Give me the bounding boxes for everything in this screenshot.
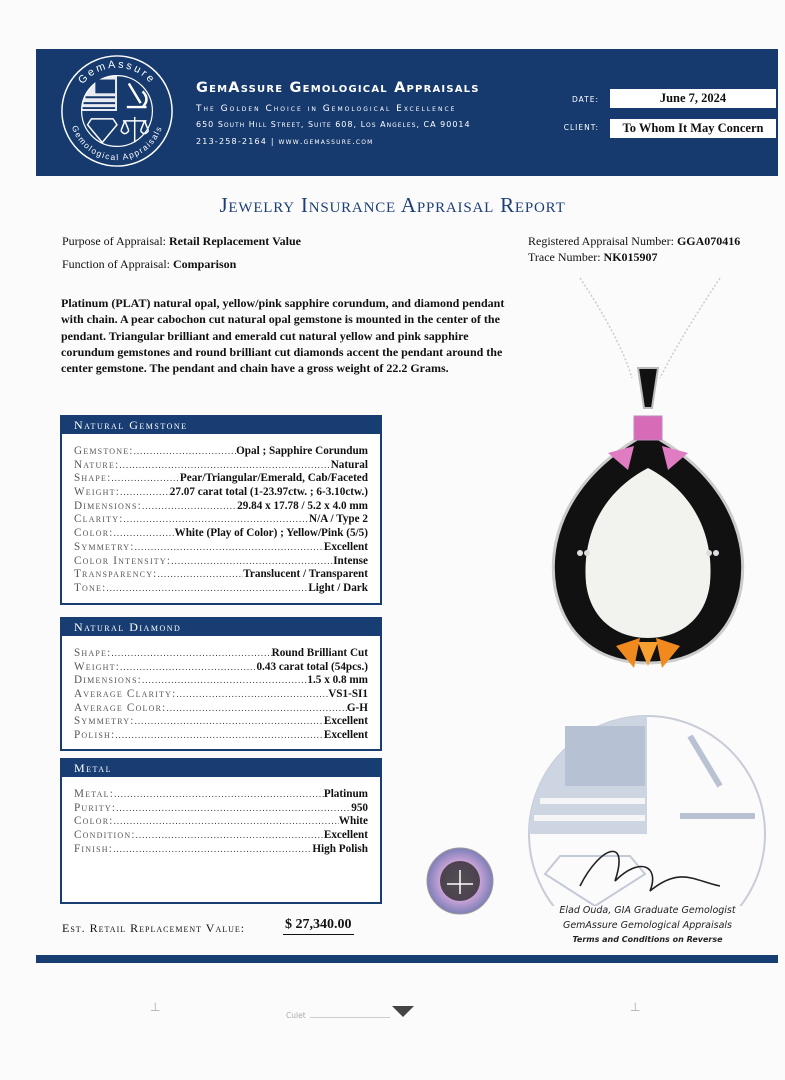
spec-row xyxy=(62,527,380,541)
spec-row xyxy=(62,829,380,843)
dot-leader xyxy=(176,688,328,702)
spec-row xyxy=(62,815,380,829)
dot-leader xyxy=(114,815,339,829)
spec-row xyxy=(62,715,380,729)
natural-gemstone-panel xyxy=(60,415,382,605)
spec-value: Excellent xyxy=(323,829,368,842)
metal-rows xyxy=(62,777,380,856)
estimate-value: $ 27,340.00 xyxy=(283,917,354,935)
spec-key: Weight: xyxy=(74,660,121,673)
spec-value: Natural xyxy=(330,458,368,471)
spec-key: Tone: xyxy=(74,581,107,594)
spec-row xyxy=(62,702,380,716)
spec-row xyxy=(62,647,380,661)
spec-value: Excellent xyxy=(323,540,368,553)
spec-row xyxy=(62,661,380,675)
culet-label: Culet xyxy=(286,1011,306,1020)
natural-gemstone-title: Natural Gemstone xyxy=(62,417,380,434)
spec-key: Purity: xyxy=(74,801,117,814)
spec-key: Color: xyxy=(74,527,114,540)
spec-key: Color Intensity: xyxy=(74,554,172,567)
spec-key: Condition: xyxy=(74,829,136,842)
spec-value: Platinum xyxy=(323,788,368,800)
dot-leader xyxy=(111,647,271,661)
spec-row xyxy=(62,729,380,743)
culet-line xyxy=(310,1017,390,1018)
footer-bar xyxy=(36,955,778,963)
spec-key: Weight: xyxy=(74,486,121,499)
dot-leader xyxy=(135,541,324,555)
spec-row xyxy=(62,582,380,596)
header-banner xyxy=(36,49,778,176)
purpose-value: Retail Replacement Value xyxy=(169,234,301,248)
company-tagline: The Golden Choice in Gemological Excellence xyxy=(196,104,457,114)
spec-value: 29.84 x 17.78 / 5.2 x 4.0 mm xyxy=(237,499,368,512)
dot-leader xyxy=(158,568,244,582)
spec-row xyxy=(62,555,380,569)
spec-key: Shape: xyxy=(74,647,112,659)
spec-value: Light / Dark xyxy=(308,581,368,594)
spec-value: 0.43 carat total (54pcs.) xyxy=(256,660,368,673)
dot-leader xyxy=(166,702,346,716)
estimate-label: Est. Retail Replacement Value: xyxy=(62,921,246,935)
spec-row xyxy=(62,472,380,486)
spec-value: White (Play of Color) ; Yellow/Pink (5/5) xyxy=(174,527,368,540)
spec-value: Intense xyxy=(333,554,368,567)
function-value: Comparison xyxy=(173,257,237,271)
function-of-appraisal xyxy=(62,257,236,272)
date-label: DATE: xyxy=(571,95,599,104)
spec-key: Color: xyxy=(74,815,114,828)
registered-appraisal-number xyxy=(528,234,740,249)
spec-row xyxy=(62,541,380,555)
spec-value: G-H xyxy=(346,701,368,714)
spec-value: 950 xyxy=(351,801,368,814)
spec-row xyxy=(62,788,380,802)
natural-diamond-rows xyxy=(62,636,380,743)
metal-title: Metal xyxy=(62,760,380,777)
reg-value: GGA070416 xyxy=(676,234,741,248)
trace-number xyxy=(528,250,658,265)
crop-mark-right: ⊥ xyxy=(630,1000,641,1014)
dot-leader xyxy=(120,661,256,675)
purpose-label: Purpose of Appraisal: xyxy=(62,234,166,248)
spec-key: Transparency: xyxy=(74,568,158,581)
dot-leader xyxy=(124,513,310,527)
spec-row xyxy=(62,843,380,857)
svg-text:Gemological Appraisals: Gemological Appraisals xyxy=(69,123,165,163)
dot-leader xyxy=(106,582,308,596)
purpose-of-appraisal xyxy=(62,234,301,249)
dot-leader xyxy=(120,486,170,500)
spec-row xyxy=(62,486,380,500)
spec-value: Translucent / Transparent xyxy=(243,568,368,581)
spec-key: Average Clarity: xyxy=(74,688,177,701)
natural-diamond-panel xyxy=(60,617,382,751)
pendant-photo xyxy=(520,268,770,708)
spec-row xyxy=(62,459,380,473)
dot-leader xyxy=(142,674,307,688)
spec-row xyxy=(62,500,380,514)
spec-key: Clarity: xyxy=(74,513,124,526)
item-description: Platinum (PLAT) natural opal, yellow/pink sapphire corundum, and diamond pendant with chain. A pear cabochon cut natural opal gemstone is mounted in the center of the pendant. Triangular brilliant and emerald cut natural yellow and pink sapphire corundum gemstones and round brilliant cut diamonds accent the pendant around the center gemstone. The pendant and chain have a gross weight of 22.2 Grams. xyxy=(61,296,505,376)
spec-value: Opal ; Sapphire Corundum xyxy=(236,445,368,457)
company-address: 650 South Hill Street, Suite 608, Los Angeles, CA 90014 xyxy=(196,120,471,129)
dot-leader xyxy=(171,555,333,569)
spec-key: Finish: xyxy=(74,842,114,855)
crop-mark-left: ⊥ xyxy=(150,1000,161,1014)
spec-key: Dimensions: xyxy=(74,499,142,512)
reg-label: Registered Appraisal Number: xyxy=(528,234,674,248)
date-value: June 7, 2024 xyxy=(610,89,776,108)
natural-diamond-title: Natural Diamond xyxy=(62,619,380,636)
function-label: Function of Appraisal: xyxy=(62,257,170,271)
spec-value: White xyxy=(338,815,368,828)
spec-key: Metal: xyxy=(74,788,115,800)
trace-value: NK015907 xyxy=(603,250,658,264)
spec-key: Polish: xyxy=(74,729,116,742)
spec-value: N/A / Type 2 xyxy=(309,513,368,526)
spec-value: 1.5 x 0.8 mm xyxy=(307,674,368,687)
watermark-seal xyxy=(520,706,775,906)
dot-leader xyxy=(135,715,324,729)
spec-value: 27.07 carat total (1-23.97ctw. ; 6-3.10ctw.) xyxy=(169,486,368,499)
natural-gemstone-rows xyxy=(62,434,380,596)
report-title: Jewelry Insurance Appraisal Report xyxy=(219,193,566,217)
svg-text:GemAssure: GemAssure xyxy=(76,58,159,87)
dot-leader xyxy=(136,829,324,843)
spec-row xyxy=(62,568,380,582)
spec-value: Excellent xyxy=(323,715,368,728)
spec-row xyxy=(62,674,380,688)
spec-value: VS1-SI1 xyxy=(328,688,368,701)
spec-row xyxy=(62,445,380,459)
metal-panel xyxy=(60,758,382,904)
spec-row xyxy=(62,513,380,527)
spec-value: High Polish xyxy=(312,842,368,855)
spec-key: Average Color: xyxy=(74,701,167,714)
trace-label: Trace Number: xyxy=(528,250,601,264)
culet-arrow-icon xyxy=(392,1006,414,1018)
company-phone-web: 213-258-2164 | www.gemassure.com xyxy=(196,137,374,146)
hologram-seal-icon xyxy=(425,846,495,916)
spec-key: Shape: xyxy=(74,472,112,485)
signer-name: Elad Ouda, GIA Graduate Gemologist xyxy=(559,905,736,916)
spec-value: Round Brilliant Cut xyxy=(271,647,368,659)
dot-leader xyxy=(111,472,179,486)
spec-key: Symmetry: xyxy=(74,540,135,553)
gemassure-seal-logo xyxy=(58,52,176,170)
dot-leader xyxy=(134,445,236,459)
spec-value: Pear/Triangular/Emerald, Cab/Faceted xyxy=(179,472,368,485)
client-value: To Whom It May Concern xyxy=(610,119,776,138)
spec-value: Excellent xyxy=(323,729,368,742)
spec-key: Nature: xyxy=(74,458,120,471)
terms-note: Terms and Conditions on Reverse xyxy=(572,935,723,944)
spec-key: Gemstone: xyxy=(74,445,134,457)
dot-leader xyxy=(114,527,175,541)
spec-row xyxy=(62,802,380,816)
dot-leader xyxy=(116,802,351,816)
company-name: GemAssure Gemological Appraisals xyxy=(196,80,480,96)
dot-leader xyxy=(113,843,312,857)
dot-leader xyxy=(142,500,237,514)
spec-key: Dimensions: xyxy=(74,674,142,687)
spec-row xyxy=(62,688,380,702)
dot-leader xyxy=(119,459,330,473)
signer-company: GemAssure Gemological Appraisals xyxy=(562,920,733,931)
spec-key: Symmetry: xyxy=(74,715,135,728)
dot-leader xyxy=(115,729,324,743)
client-label: CLIENT: xyxy=(563,123,599,132)
dot-leader xyxy=(114,788,324,802)
